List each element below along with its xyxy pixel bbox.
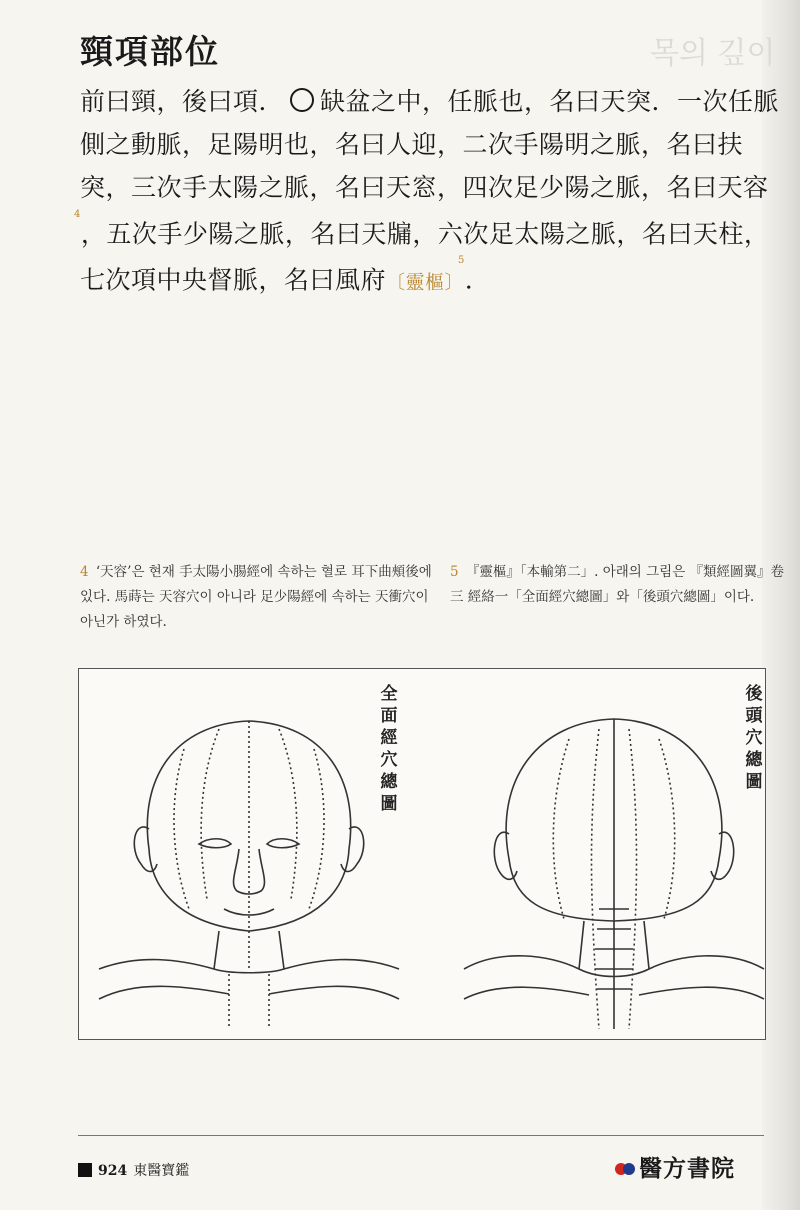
footnote-5-number: 5 (450, 564, 459, 580)
page-number: 924 (98, 1163, 128, 1179)
front-head-drawing (99, 721, 399, 1029)
footnote-4-number: 4 (80, 564, 89, 580)
front-chart-title: 全面經穴總圖 (380, 684, 398, 814)
circle-mark-icon (290, 88, 314, 112)
paragraph-part-2: 缺盆之中，任脈也，名曰天突．一次任脈側之動脈，足陽明也，名曰人迎，二次手陽明之脈，名曰扶突，三次手太陽之脈，名曰天窓，四次足少陽之脈，名曰天容 (80, 87, 780, 202)
main-paragraph (74, 80, 780, 305)
acupoint-illustration (79, 669, 765, 1039)
footnote-5-text: 『靈樞』「本輸第二」. 아래의 그림은 『類經圖翼』卷三 經絡一「全面經穴總圖」와「後頭穴總圖」이다. (450, 564, 785, 605)
bleed-through-text: 목의 깊이 (650, 36, 776, 71)
acupoint-figure (78, 668, 766, 1040)
footnote-4-text: ‘天容’은 현재 手太陽小腸經에 속하는 혈로 耳下曲頰後에 있다. 馬蒔는 天容穴이 아니라 足少陽經에 속하는 天衝穴이 아닌가 하였다. (80, 564, 432, 630)
publisher-logo-blue-icon (623, 1163, 635, 1175)
paragraph-end: ． (464, 265, 491, 295)
paragraph-part-3: ，五次手少陽之脈，名曰天牖，六次足太陽之脈，名曰天柱，七次項中央督脈，名曰風府 (80, 219, 770, 295)
source-citation: 〔靈樞〕 (386, 271, 465, 294)
page-title: 頸項部位 (80, 32, 220, 71)
publisher (615, 1150, 735, 1183)
footer-left (78, 1160, 189, 1180)
back-chart-title: 後頭穴總圖 (745, 684, 763, 792)
footnote-4 (80, 560, 440, 635)
footnote-5 (450, 560, 785, 610)
footnote-ref-4[interactable]: 4 (74, 209, 81, 220)
publisher-name: 醫方書院 (639, 1155, 735, 1182)
book-mark-icon (78, 1163, 92, 1177)
back-head-drawing (464, 719, 764, 1029)
footnote-ref-5[interactable]: 5 (458, 255, 465, 267)
book-title: 東醫寶鑑 (133, 1163, 190, 1179)
footer-divider (78, 1135, 764, 1136)
paragraph-part-1: 前曰頸，後曰項． (80, 87, 285, 116)
